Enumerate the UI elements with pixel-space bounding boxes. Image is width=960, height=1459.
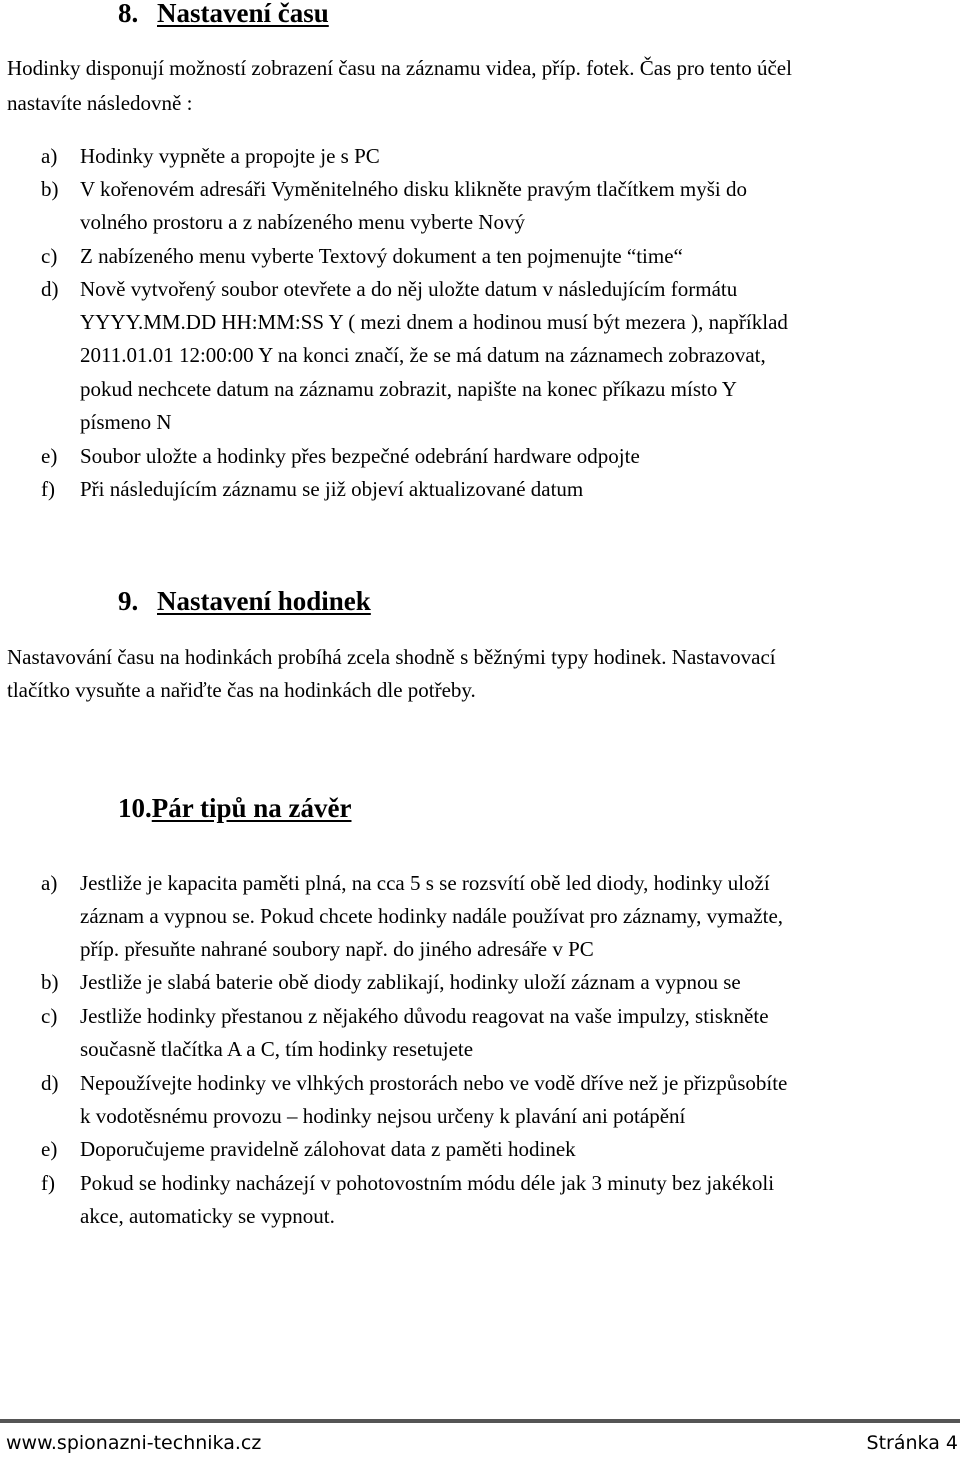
section-8-number: 8. <box>118 0 139 28</box>
section-9-heading <box>118 586 371 616</box>
list-item-text: příp. přesuňte nahrané soubory např. do jiného adresáře v PC <box>80 937 594 961</box>
list-item-text: k vodotěsnému provozu – hodinky nejsou určeny k plavání ani potápění <box>80 1104 686 1128</box>
list-item-text: Soubor uložte a hodinky přes bezpečné odebrání hardware odpojte <box>80 444 640 468</box>
section-8-intro-line-2: nastavíte následovně : <box>7 91 193 115</box>
section-10-title: Pár tipů na závěr <box>151 793 352 823</box>
list-item-text: V kořenovém adresáři Vyměnitelného disku klikněte pravým tlačítkem myši do <box>80 177 747 201</box>
list-item-label: c) <box>41 244 58 268</box>
footer-divider <box>0 1419 960 1423</box>
list-item-label: d) <box>41 277 59 301</box>
footer-page-number: Stránka 4 <box>866 1432 958 1454</box>
list-item-label: b) <box>41 177 59 201</box>
list-item-text: Pokud se hodinky nacházejí v pohotovostním módu déle jak 3 minuty bez jakékoli <box>80 1171 775 1195</box>
list-item-label: e) <box>41 444 58 468</box>
list-item-label: c) <box>41 1004 58 1028</box>
list-item-text: Doporučujeme pravidelně zálohovat data z paměti hodinek <box>80 1137 576 1161</box>
list-item-text: Jestliže je kapacita paměti plná, na cca 5 s se rozsvítí obě led diody, hodinky uloží <box>80 871 770 895</box>
list-item-label: d) <box>41 1071 59 1095</box>
list-item-text: záznam a vypnou se. Pokud chcete hodinky nadále používat pro záznamy, vymažte, <box>80 904 784 928</box>
section-8-title: Nastavení času <box>157 0 329 28</box>
list-item-label: f) <box>41 1171 55 1195</box>
list-item-text: současně tlačítka A a C, tím hodinky resetujete <box>80 1037 474 1061</box>
list-item-label: f) <box>41 477 55 501</box>
list-item-text: volného prostoru a z nabízeného menu vyberte Nový <box>80 210 525 234</box>
section-9-line-2: tlačítko vysuňte a nařiďte čas na hodinkách dle potřeby. <box>7 678 476 702</box>
footer-website: www.spionazni-technika.cz <box>6 1432 262 1454</box>
list-item-text: Jestliže je slabá baterie obě diody zablikají, hodinky uloží záznam a vypnou se <box>80 970 741 994</box>
list-item-text: Hodinky vypněte a propojte je s PC <box>80 144 380 168</box>
list-item-text: písmeno N <box>80 410 172 434</box>
list-item-text: pokud nechcete datum na záznamu zobrazit, napište na konec příkazu místo Y <box>80 377 737 401</box>
list-item-label: b) <box>41 970 59 994</box>
list-item-text: akce, automaticky se vypnout. <box>80 1204 335 1228</box>
list-item-text: Nepoužívejte hodinky ve vlhkých prostorách nebo ve vodě dříve než je přizpůsobíte <box>80 1071 788 1095</box>
section-9-line-1: Nastavování času na hodinkách probíhá zcela shodně s běžnými typy hodinek. Nastavovací <box>7 645 776 669</box>
list-item-text: YYYY.MM.DD HH:MM:SS Y ( mezi dnem a hodinou musí být mezera ), například <box>80 310 788 334</box>
list-item-label: e) <box>41 1137 58 1161</box>
section-10-number: 10. <box>118 793 152 823</box>
section-8-heading <box>118 0 329 28</box>
list-item-text: Nově vytvořený soubor otevřete a do něj uložte datum v následujícím formátu <box>80 277 738 301</box>
list-item-label: a) <box>41 871 58 895</box>
list-item-text: Při následujícím záznamu se již objeví aktualizované datum <box>80 477 584 501</box>
list-item-text: Z nabízeného menu vyberte Textový dokument a ten pojmenujte “time“ <box>80 244 683 268</box>
list-item-label: a) <box>41 144 58 168</box>
list-item-text: Jestliže hodinky přestanou z nějakého důvodu reagovat na vaše impulzy, stiskněte <box>80 1004 769 1028</box>
section-10-heading <box>118 793 351 823</box>
section-8-intro-line-1: Hodinky disponují možností zobrazení času na záznamu videa, příp. fotek. Čas pro tento účel <box>7 56 792 80</box>
list-item-text: 2011.01.01 12:00:00 Y na konci značí, že se má datum na záznamech zobrazovat, <box>80 343 766 367</box>
section-9-number: 9. <box>118 586 139 616</box>
section-9-title: Nastavení hodinek <box>157 586 371 616</box>
